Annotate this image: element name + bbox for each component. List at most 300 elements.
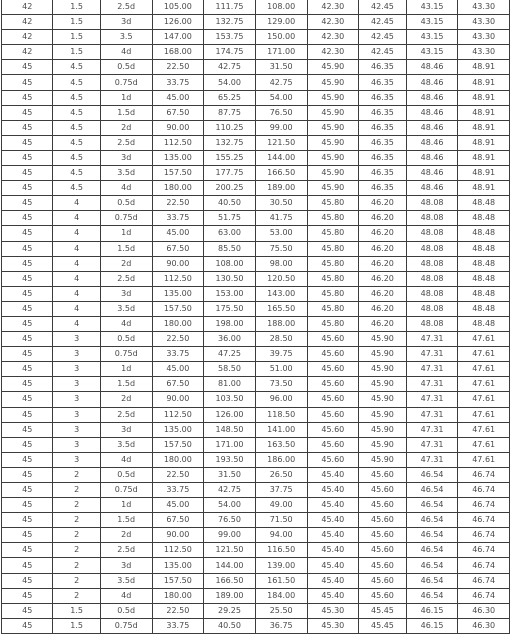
- table-cell: 48.91: [458, 181, 510, 196]
- table-cell: 46.20: [359, 241, 407, 256]
- table-row: [2, 377, 510, 392]
- table-cell: 4: [53, 316, 101, 331]
- table-row: [2, 166, 510, 181]
- table-cell: 3d: [100, 286, 152, 301]
- table-cell: 47.61: [458, 362, 510, 377]
- table-cell: 45.90: [359, 422, 407, 437]
- table-cell: 46.74: [458, 558, 510, 573]
- table-cell: 45: [2, 377, 53, 392]
- table-cell: 180.00: [152, 588, 204, 603]
- table-cell: 4: [53, 241, 101, 256]
- table-cell: 48.46: [406, 150, 458, 165]
- table-cell: 45.60: [359, 467, 407, 482]
- table-row: [2, 301, 510, 316]
- table-cell: 0.75d: [100, 483, 152, 498]
- table-cell: 46.20: [359, 226, 407, 241]
- table-cell: 45: [2, 603, 53, 618]
- table-cell: 48.91: [458, 135, 510, 150]
- table-cell: 42.30: [307, 30, 359, 45]
- table-cell: 75.50: [255, 241, 307, 256]
- table-cell: 45: [2, 422, 53, 437]
- table-cell: 46.20: [359, 196, 407, 211]
- table-cell: 46.20: [359, 211, 407, 226]
- table-cell: 132.75: [204, 15, 256, 30]
- table-cell: 48.48: [458, 256, 510, 271]
- table-cell: 186.00: [255, 452, 307, 467]
- table-cell: 47.61: [458, 377, 510, 392]
- table-cell: 48.08: [406, 211, 458, 226]
- table-cell: 161.50: [255, 573, 307, 588]
- table-cell: 30.50: [255, 196, 307, 211]
- table-cell: 45.40: [307, 467, 359, 482]
- table-cell: 1.5: [53, 603, 101, 618]
- table-cell: 193.50: [204, 452, 256, 467]
- table-cell: 42.75: [204, 483, 256, 498]
- table-cell: 3: [53, 422, 101, 437]
- table-cell: 157.50: [152, 437, 204, 452]
- table-cell: 132.75: [204, 135, 256, 150]
- table-cell: 43.30: [458, 45, 510, 60]
- table-cell: 45: [2, 347, 53, 362]
- table-cell: 25.50: [255, 603, 307, 618]
- table-cell: 48.91: [458, 150, 510, 165]
- table-cell: 180.00: [152, 452, 204, 467]
- table-cell: 45: [2, 135, 53, 150]
- table-row: [2, 120, 510, 135]
- table-cell: 42: [2, 15, 53, 30]
- table-cell: 3d: [100, 422, 152, 437]
- table-cell: 46.35: [359, 75, 407, 90]
- table-cell: 45: [2, 316, 53, 331]
- table-cell: 121.50: [204, 543, 256, 558]
- table-cell: 46.74: [458, 588, 510, 603]
- table-cell: 45.80: [307, 316, 359, 331]
- table-cell: 48.48: [458, 286, 510, 301]
- table-cell: 41.75: [255, 211, 307, 226]
- table-cell: 189.00: [255, 181, 307, 196]
- table-cell: 42.45: [359, 15, 407, 30]
- table-cell: 29.25: [204, 603, 256, 618]
- table-cell: 121.50: [255, 135, 307, 150]
- table-row: [2, 452, 510, 467]
- table-cell: 46.15: [406, 618, 458, 633]
- table-cell: 0.5d: [100, 603, 152, 618]
- table-cell: 45.40: [307, 558, 359, 573]
- table-row: [2, 196, 510, 211]
- table-cell: 48.46: [406, 105, 458, 120]
- table-cell: 45.90: [359, 392, 407, 407]
- table-cell: 46.54: [406, 498, 458, 513]
- table-row: [2, 407, 510, 422]
- table-row: [2, 256, 510, 271]
- table-cell: 22.50: [152, 332, 204, 347]
- table-cell: 47.31: [406, 437, 458, 452]
- table-row: [2, 105, 510, 120]
- table-cell: 48.08: [406, 301, 458, 316]
- table-cell: 1d: [100, 498, 152, 513]
- table-cell: 90.00: [152, 256, 204, 271]
- table-cell: 46.35: [359, 90, 407, 105]
- table-cell: 46.74: [458, 498, 510, 513]
- table-cell: 45.80: [307, 286, 359, 301]
- table-cell: 45.40: [307, 588, 359, 603]
- table-row: [2, 135, 510, 150]
- table-cell: 116.50: [255, 543, 307, 558]
- table-cell: 63.00: [204, 226, 256, 241]
- table-cell: 3: [53, 407, 101, 422]
- table-cell: 43.15: [406, 45, 458, 60]
- table-row: [2, 271, 510, 286]
- table-cell: 45.60: [307, 422, 359, 437]
- table-row: [2, 226, 510, 241]
- table-cell: 53.00: [255, 226, 307, 241]
- table-cell: 148.50: [204, 422, 256, 437]
- table-cell: 45: [2, 301, 53, 316]
- table-cell: 4.5: [53, 150, 101, 165]
- table-cell: 22.50: [152, 60, 204, 75]
- table-cell: 67.50: [152, 513, 204, 528]
- table-cell: 1.5: [53, 0, 101, 15]
- table-cell: 54.00: [204, 75, 256, 90]
- table-cell: 45: [2, 332, 53, 347]
- table-cell: 130.50: [204, 271, 256, 286]
- table-cell: 42: [2, 45, 53, 60]
- table-cell: 85.50: [204, 241, 256, 256]
- table-cell: 46.74: [458, 528, 510, 543]
- table-cell: 45: [2, 452, 53, 467]
- table-cell: 1d: [100, 362, 152, 377]
- table-cell: 33.75: [152, 618, 204, 633]
- table-cell: 45.60: [359, 513, 407, 528]
- table-cell: 47.61: [458, 452, 510, 467]
- table-cell: 45.40: [307, 528, 359, 543]
- table-cell: 4d: [100, 181, 152, 196]
- table-cell: 46.15: [406, 603, 458, 618]
- table-cell: 45.45: [359, 618, 407, 633]
- table-row: [2, 30, 510, 45]
- table-cell: 45.90: [307, 105, 359, 120]
- table-cell: 168.00: [152, 45, 204, 60]
- table-cell: 3: [53, 332, 101, 347]
- table-cell: 4.5: [53, 135, 101, 150]
- table-cell: 48.48: [458, 316, 510, 331]
- table-cell: 4.5: [53, 120, 101, 135]
- table-cell: 45.60: [359, 528, 407, 543]
- table-cell: 42.45: [359, 45, 407, 60]
- table-cell: 46.35: [359, 120, 407, 135]
- table-cell: 73.50: [255, 377, 307, 392]
- table-cell: 45: [2, 483, 53, 498]
- table-cell: 2: [53, 558, 101, 573]
- table-row: [2, 150, 510, 165]
- table-cell: 46.30: [458, 603, 510, 618]
- table-cell: 36.75: [255, 618, 307, 633]
- table-row: [2, 573, 510, 588]
- table-cell: 177.75: [204, 166, 256, 181]
- table-cell: 46.20: [359, 286, 407, 301]
- table-cell: 112.50: [152, 271, 204, 286]
- table-cell: 45.30: [307, 603, 359, 618]
- table-cell: 45: [2, 60, 53, 75]
- table-cell: 42.75: [204, 60, 256, 75]
- table-cell: 48.08: [406, 286, 458, 301]
- table-cell: 108.00: [255, 0, 307, 15]
- table-cell: 46.35: [359, 166, 407, 181]
- table-cell: 3d: [100, 558, 152, 573]
- table-cell: 0.5d: [100, 332, 152, 347]
- table-cell: 3: [53, 377, 101, 392]
- table-cell: 105.00: [152, 0, 204, 15]
- table-cell: 110.25: [204, 120, 256, 135]
- table-cell: 4.5: [53, 181, 101, 196]
- table-cell: 65.25: [204, 90, 256, 105]
- table-cell: 45: [2, 588, 53, 603]
- table-cell: 45.90: [359, 452, 407, 467]
- table-cell: 22.50: [152, 603, 204, 618]
- table-cell: 47.31: [406, 452, 458, 467]
- table-cell: 157.50: [152, 573, 204, 588]
- table-cell: 48.08: [406, 256, 458, 271]
- table-cell: 48.91: [458, 166, 510, 181]
- table-cell: 3: [53, 347, 101, 362]
- table-cell: 42: [2, 30, 53, 45]
- table-cell: 43.30: [458, 15, 510, 30]
- table-cell: 45.60: [307, 407, 359, 422]
- table-cell: 45.80: [307, 241, 359, 256]
- table-cell: 48.46: [406, 135, 458, 150]
- table-cell: 3.5d: [100, 573, 152, 588]
- table-cell: 2d: [100, 120, 152, 135]
- table-cell: 198.00: [204, 316, 256, 331]
- table-cell: 45.60: [307, 347, 359, 362]
- table-cell: 2.5d: [100, 543, 152, 558]
- table-cell: 4.5: [53, 90, 101, 105]
- table-cell: 46.35: [359, 181, 407, 196]
- table-cell: 1.5: [53, 618, 101, 633]
- table-cell: 33.75: [152, 211, 204, 226]
- table-cell: 43.15: [406, 0, 458, 15]
- table-row: [2, 558, 510, 573]
- table-cell: 45: [2, 362, 53, 377]
- table-cell: 2: [53, 513, 101, 528]
- table-cell: 155.25: [204, 150, 256, 165]
- table-cell: 36.00: [204, 332, 256, 347]
- table-cell: 0.5d: [100, 196, 152, 211]
- table-cell: 45: [2, 513, 53, 528]
- table-cell: 47.31: [406, 377, 458, 392]
- table-row: [2, 332, 510, 347]
- table-cell: 47.31: [406, 362, 458, 377]
- table-cell: 51.00: [255, 362, 307, 377]
- table-cell: 45: [2, 467, 53, 482]
- table-cell: 45.80: [307, 196, 359, 211]
- table-cell: 45.45: [359, 603, 407, 618]
- table-cell: 46.54: [406, 543, 458, 558]
- table-cell: 40.50: [204, 618, 256, 633]
- table-cell: 46.54: [406, 513, 458, 528]
- table-cell: 45: [2, 407, 53, 422]
- table-cell: 188.00: [255, 316, 307, 331]
- table-cell: 45.90: [307, 60, 359, 75]
- data-table: [1, 0, 510, 634]
- table-cell: 49.00: [255, 498, 307, 513]
- table-cell: 31.50: [204, 467, 256, 482]
- table-cell: 45.60: [359, 573, 407, 588]
- table-body: [2, 0, 510, 633]
- table-cell: 4d: [100, 45, 152, 60]
- table-cell: 157.50: [152, 301, 204, 316]
- table-cell: 76.50: [255, 105, 307, 120]
- table-cell: 45: [2, 105, 53, 120]
- table-cell: 47.61: [458, 407, 510, 422]
- table-cell: 45.60: [307, 362, 359, 377]
- table-cell: 2.5d: [100, 135, 152, 150]
- table-cell: 2d: [100, 392, 152, 407]
- table-cell: 1.5: [53, 30, 101, 45]
- table-row: [2, 286, 510, 301]
- table-cell: 1.5: [53, 15, 101, 30]
- table-cell: 45.60: [359, 543, 407, 558]
- table-cell: 3: [53, 437, 101, 452]
- table-cell: 3d: [100, 150, 152, 165]
- table-row: [2, 618, 510, 633]
- table-cell: 26.50: [255, 467, 307, 482]
- table-cell: 112.50: [152, 543, 204, 558]
- table-cell: 120.50: [255, 271, 307, 286]
- table-cell: 43.30: [458, 30, 510, 45]
- table-cell: 4.5: [53, 105, 101, 120]
- table-cell: 45: [2, 286, 53, 301]
- table-cell: 45.40: [307, 513, 359, 528]
- table-cell: 46.54: [406, 558, 458, 573]
- table-cell: 4.5: [53, 60, 101, 75]
- table-cell: 87.75: [204, 105, 256, 120]
- table-cell: 42.30: [307, 0, 359, 15]
- table-cell: 4: [53, 301, 101, 316]
- table-cell: 4: [53, 226, 101, 241]
- table-cell: 3d: [100, 15, 152, 30]
- table-cell: 46.54: [406, 588, 458, 603]
- table-cell: 45: [2, 150, 53, 165]
- table-cell: 90.00: [152, 120, 204, 135]
- table-row: [2, 603, 510, 618]
- table-cell: 2: [53, 498, 101, 513]
- table-cell: 165.50: [255, 301, 307, 316]
- table-cell: 58.50: [204, 362, 256, 377]
- table-cell: 157.50: [152, 166, 204, 181]
- table-cell: 45: [2, 498, 53, 513]
- table-cell: 4: [53, 256, 101, 271]
- table-cell: 45.90: [307, 90, 359, 105]
- table-cell: 4.5: [53, 75, 101, 90]
- table-cell: 46.74: [458, 573, 510, 588]
- table-cell: 48.91: [458, 75, 510, 90]
- table-cell: 135.00: [152, 422, 204, 437]
- table-cell: 118.50: [255, 407, 307, 422]
- table-cell: 45: [2, 618, 53, 633]
- table-cell: 1.5d: [100, 105, 152, 120]
- table-cell: 22.50: [152, 467, 204, 482]
- table-row: [2, 211, 510, 226]
- table-cell: 139.00: [255, 558, 307, 573]
- table-cell: 45: [2, 90, 53, 105]
- table-cell: 174.75: [204, 45, 256, 60]
- table-cell: 3.5: [100, 30, 152, 45]
- table-cell: 2: [53, 543, 101, 558]
- table-cell: 48.48: [458, 241, 510, 256]
- table-row: [2, 467, 510, 482]
- table-cell: 4: [53, 211, 101, 226]
- table-cell: 0.5d: [100, 467, 152, 482]
- table-cell: 2: [53, 467, 101, 482]
- table-cell: 81.00: [204, 377, 256, 392]
- table-cell: 45: [2, 437, 53, 452]
- table-cell: 45.60: [307, 452, 359, 467]
- table-cell: 48.91: [458, 60, 510, 75]
- table-cell: 48.48: [458, 196, 510, 211]
- table-cell: 45: [2, 226, 53, 241]
- table-cell: 43.15: [406, 15, 458, 30]
- table-cell: 112.50: [152, 135, 204, 150]
- table-cell: 3: [53, 362, 101, 377]
- table-cell: 42.45: [359, 30, 407, 45]
- table-cell: 4d: [100, 316, 152, 331]
- table-cell: 46.74: [458, 483, 510, 498]
- table-cell: 144.00: [204, 558, 256, 573]
- table-cell: 42: [2, 0, 53, 15]
- table-cell: 45.60: [359, 588, 407, 603]
- table-cell: 45.80: [307, 211, 359, 226]
- table-cell: 37.75: [255, 483, 307, 498]
- table-cell: 3: [53, 392, 101, 407]
- table-cell: 28.50: [255, 332, 307, 347]
- table-cell: 2.5d: [100, 271, 152, 286]
- table-cell: 67.50: [152, 241, 204, 256]
- table-row: [2, 241, 510, 256]
- table-cell: 99.00: [204, 528, 256, 543]
- table-cell: 45.90: [307, 120, 359, 135]
- table-cell: 31.50: [255, 60, 307, 75]
- table-cell: 135.00: [152, 558, 204, 573]
- table-cell: 47.31: [406, 392, 458, 407]
- table-cell: 103.50: [204, 392, 256, 407]
- table-cell: 45.90: [359, 407, 407, 422]
- table-cell: 48.46: [406, 90, 458, 105]
- table-cell: 3.5d: [100, 301, 152, 316]
- table-cell: 47.61: [458, 347, 510, 362]
- table-cell: 46.74: [458, 543, 510, 558]
- table-cell: 108.00: [204, 256, 256, 271]
- table-cell: 1.5d: [100, 513, 152, 528]
- table-cell: 2.5d: [100, 0, 152, 15]
- table-cell: 2d: [100, 256, 152, 271]
- table-cell: 45: [2, 196, 53, 211]
- table-cell: 45.80: [307, 271, 359, 286]
- table-row: [2, 528, 510, 543]
- table-cell: 45: [2, 573, 53, 588]
- table-cell: 46.35: [359, 135, 407, 150]
- table-cell: 48.08: [406, 196, 458, 211]
- table-cell: 54.00: [204, 498, 256, 513]
- table-cell: 46.74: [458, 513, 510, 528]
- table-cell: 94.00: [255, 528, 307, 543]
- table-cell: 4.5: [53, 166, 101, 181]
- table-cell: 48.91: [458, 105, 510, 120]
- table-cell: 135.00: [152, 286, 204, 301]
- table-cell: 2: [53, 528, 101, 543]
- table-cell: 45.80: [307, 256, 359, 271]
- table-cell: 166.50: [255, 166, 307, 181]
